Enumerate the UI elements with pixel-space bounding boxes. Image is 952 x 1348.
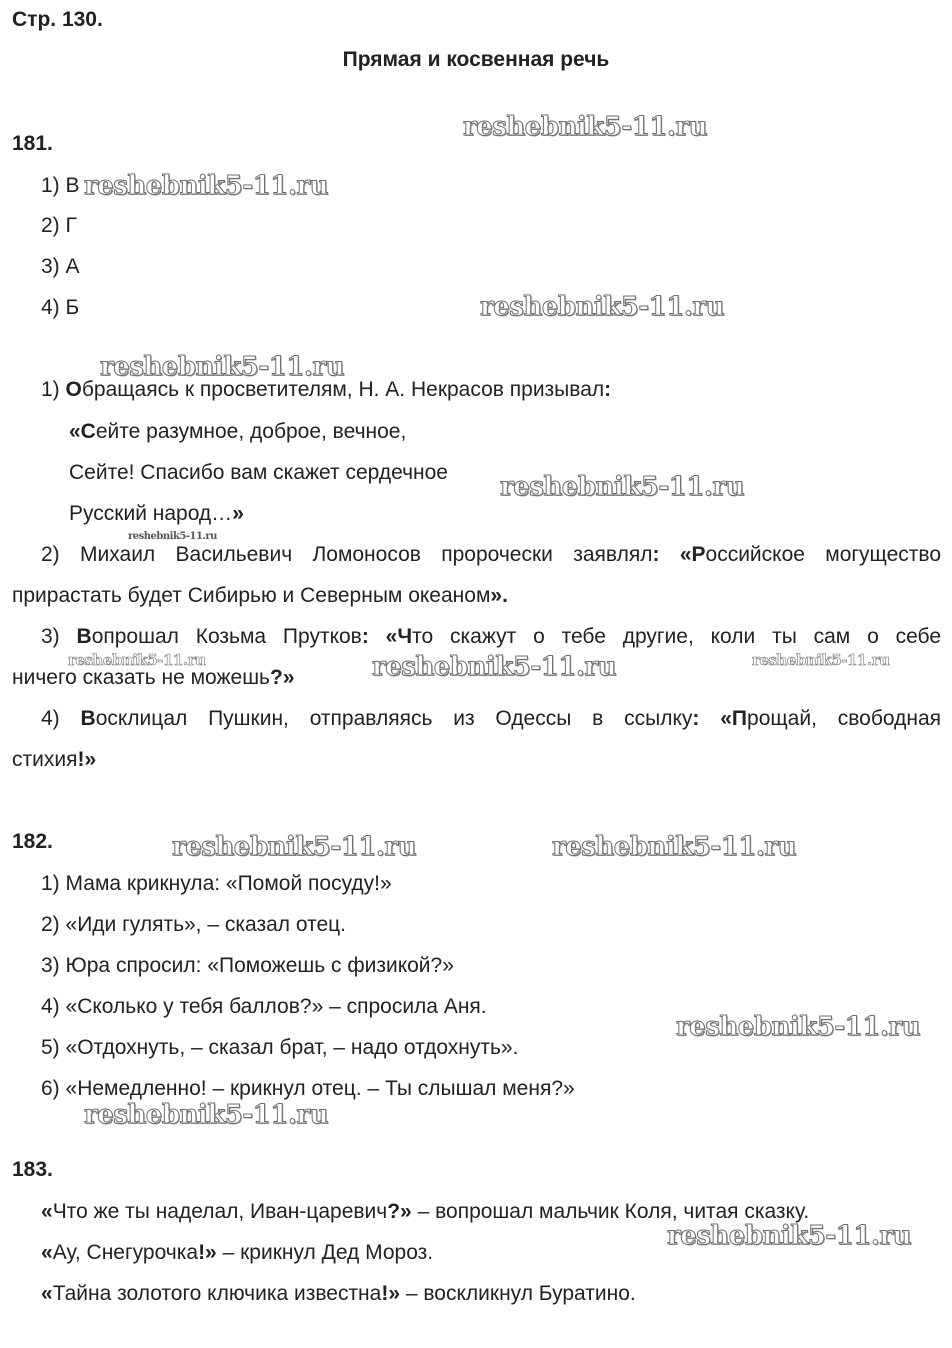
item-number: 1)	[41, 872, 60, 895]
text: стихия	[12, 748, 78, 771]
watermark: reshebnik5-11.ru	[752, 651, 890, 669]
item-text: «Отдохнуть, – сказал брат, – надо отдохнуть».	[65, 1036, 519, 1059]
item-number: 4)	[41, 296, 60, 319]
bold-text: »	[232, 502, 244, 525]
item-number: 3)	[41, 255, 60, 278]
page-number: Стр. 130.	[12, 8, 103, 31]
bold-text: В	[76, 625, 92, 648]
bold-text: ?»	[387, 1200, 412, 1223]
page-title: Прямая и косвенная речь	[342, 48, 610, 71]
bold-text: !»	[198, 1241, 217, 1264]
watermark: reshebnik5-11.ru	[500, 472, 745, 502]
item-number: 6)	[41, 1077, 60, 1100]
bold-text: !»	[77, 748, 97, 771]
item-number: 3)	[41, 954, 60, 977]
list-item	[41, 954, 454, 978]
text: прирастать будет Сибирью и Северным океаном	[12, 584, 491, 607]
item-number: 5)	[41, 1036, 60, 1059]
watermark: reshebnik5-11.ru	[463, 112, 708, 142]
bold-text: О	[65, 378, 82, 401]
watermark: reshebnik5-11.ru	[667, 1221, 912, 1251]
sentence-3-line-1	[12, 625, 941, 649]
text: – крикнул Дед Мороз.	[216, 1241, 434, 1264]
text: Тайна золотого ключика известна	[52, 1282, 382, 1305]
dialogue-line	[41, 1241, 433, 1265]
answer-item	[41, 296, 79, 320]
text: осклицал Пушкин, отправляясь из Одессы в ссылку	[95, 707, 693, 730]
watermark: reshebnik5-11.ru	[84, 1100, 329, 1130]
watermark: reshebnik5-11.ru	[100, 352, 345, 382]
watermark: reshebnik5-11.ru	[172, 832, 417, 862]
item-number: 2)	[41, 214, 60, 237]
text: оссийское могущество	[705, 543, 941, 566]
text: ейте разумное, доброе, вечное,	[95, 420, 407, 443]
sentence-4-line-1	[12, 707, 941, 731]
bold-text: «	[41, 1282, 53, 1305]
item-answer: В	[65, 174, 80, 197]
bold-text: :	[604, 378, 612, 401]
text: ничего сказать не можешь	[12, 666, 270, 689]
item-text: «Иди гулять», – сказал отец.	[65, 913, 346, 936]
sentence-3-line-2	[12, 666, 295, 690]
item-number: 4)	[41, 707, 60, 730]
item-number: 2)	[41, 543, 60, 566]
bold-text: В	[80, 707, 96, 730]
bold-text: !»	[381, 1282, 401, 1305]
poem-line-2: Сейте! Спасибо вам скажет сердечное	[69, 461, 448, 484]
bold-text: : «Р	[652, 543, 706, 566]
item-answer: Г	[65, 214, 77, 237]
watermark: reshebnik5-11.ru	[372, 652, 617, 682]
bold-text: «С	[69, 420, 96, 443]
sentence-2-line-2	[12, 584, 508, 608]
dialogue-line	[41, 1282, 636, 1306]
item-text: Юра спросил: «Поможешь с физикой?»	[65, 954, 454, 977]
item-answer: Б	[65, 296, 80, 319]
exercise-181-number: 181.	[12, 132, 53, 155]
list-item	[41, 872, 392, 896]
bold-text: ?»	[270, 666, 295, 689]
item-number: 2)	[41, 913, 60, 936]
sentence-4-line-2	[12, 748, 96, 772]
item-text: «Немедленно! – крикнул отец. – Ты слышал меня?»	[65, 1077, 575, 1100]
poem-line-1	[69, 420, 406, 444]
item-number: 1)	[41, 378, 60, 401]
item-answer: А	[65, 255, 80, 278]
item-number: 4)	[41, 995, 60, 1018]
bold-text: «	[41, 1200, 53, 1223]
text: бращаясь к просветителям, Н. А. Некрасов призывал	[81, 378, 605, 401]
text: Что же ты наделал, Иван-царевич	[52, 1200, 388, 1223]
bold-text: : «Ч	[361, 625, 413, 648]
watermark: reshebnik5-11.ru	[480, 292, 725, 322]
list-item	[41, 1036, 518, 1060]
exercise-183-number: 183.	[12, 1158, 53, 1181]
exercise-182-number: 182.	[12, 830, 53, 853]
text: Русский народ…	[69, 502, 233, 525]
answer-item	[41, 255, 80, 279]
watermark: reshebnik5-11.ru	[68, 651, 206, 669]
item-text: Мама крикнула: «Помой посуду!»	[65, 872, 392, 895]
item-number: 1)	[41, 174, 60, 197]
watermark: reshebnik5-11.ru	[128, 531, 217, 542]
text: Михаил Васильевич Ломоносов пророчески заявлял	[80, 543, 653, 566]
answer-item	[41, 174, 80, 198]
bold-text: ».	[490, 584, 508, 607]
text: – вопрошал мальчик Коля, читая сказку.	[411, 1200, 810, 1223]
item-number: 3)	[41, 625, 60, 648]
text: Ау, Снегурочка	[52, 1241, 199, 1264]
watermark: reshebnik5-11.ru	[84, 171, 329, 201]
list-item	[41, 913, 346, 937]
sentence-2-line-1	[12, 543, 941, 567]
list-item	[41, 1077, 575, 1101]
bold-text: «	[41, 1241, 53, 1264]
poem-line-3	[69, 502, 244, 526]
text: то скажут о тебе другие, коли ты сам о себе	[412, 625, 942, 648]
list-item	[41, 995, 487, 1019]
item-text: «Сколько у тебя баллов?» – спросила Аня.	[65, 995, 487, 1018]
bold-text: : «П	[692, 707, 748, 730]
text: опрошал Козьма Прутков	[91, 625, 362, 648]
text: рощай, свободная	[747, 707, 941, 730]
watermark: reshebnik5-11.ru	[676, 1012, 921, 1042]
answer-item	[41, 214, 77, 238]
text: – воскликнул Буратино.	[400, 1282, 636, 1305]
watermark: reshebnik5-11.ru	[552, 832, 797, 862]
